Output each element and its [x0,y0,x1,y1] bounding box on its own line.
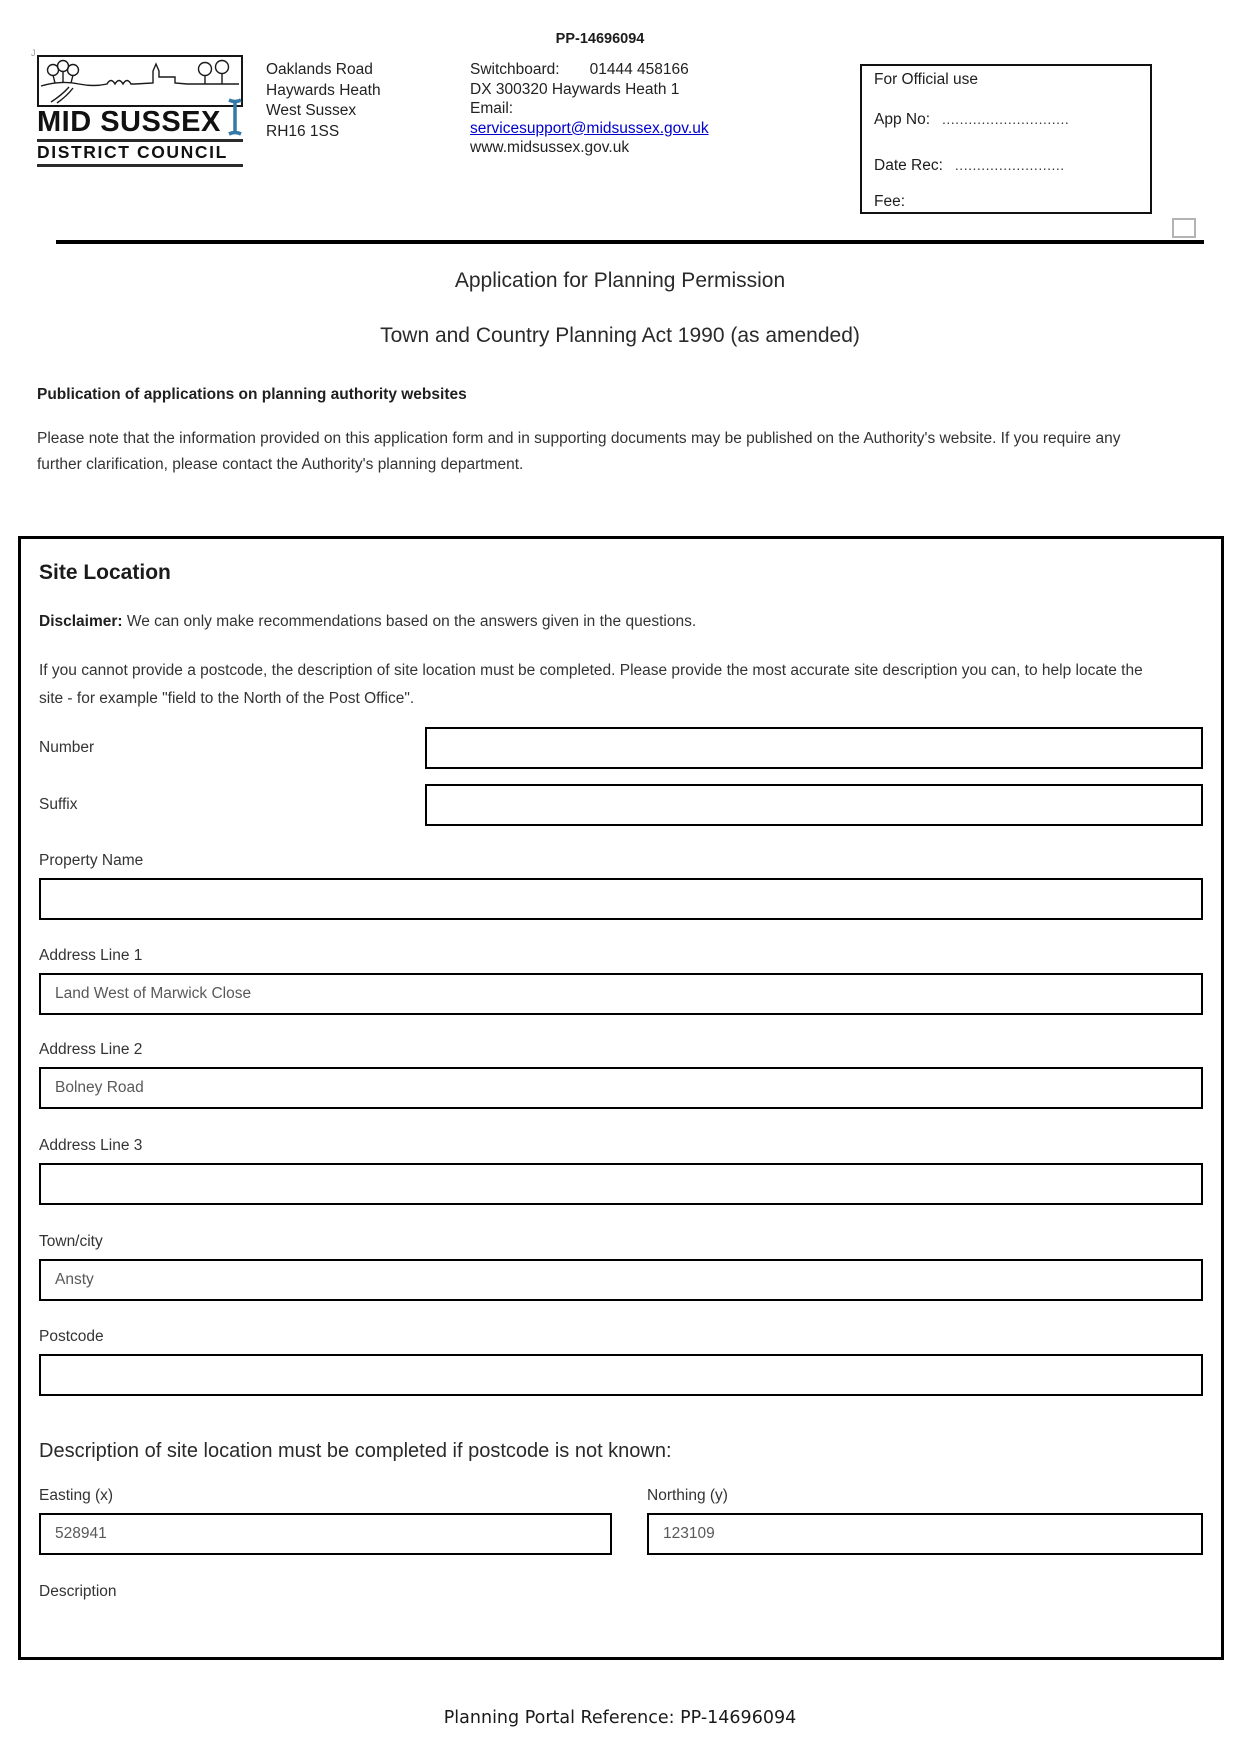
header-divider [56,240,1204,244]
date-rec-label: Date Rec: [874,157,943,174]
official-use-box [860,64,1152,214]
disclaimer-text [39,613,1203,631]
section-heading: Site Location [39,561,171,584]
address-line: Haywards Heath [266,81,381,99]
address-line-2-input[interactable] [39,1067,1203,1109]
easting-group [39,1463,612,1555]
planning-portal-reference-footer: Planning Portal Reference: PP-14696094 [443,1708,797,1728]
website-text: www.midsussex.gov.uk [470,139,630,156]
address-line-2-label: Address Line 2 [39,1041,143,1058]
address-line-1-label: Address Line 1 [39,947,143,964]
app-no-label: App No: [874,111,931,128]
council-logo [37,55,243,167]
logo-subtitle: DISTRICT COUNCIL [37,142,243,167]
switchboard-number: 01444 458166 [589,61,689,78]
northing-label: Northing (y) [647,1487,728,1504]
northing-input[interactable] [647,1513,1203,1555]
app-no-line [874,111,1142,129]
number-label: Number [39,739,95,756]
town-city-input[interactable] [39,1259,1203,1301]
northing-group [647,1463,1203,1555]
postcode-instruction: If you cannot provide a postcode, the description of site location must be completed. Please provide the most accurate site description you can, to help locate the site - for example "field to the North of the Post Office". [39,662,1143,707]
number-input[interactable] [425,727,1203,769]
easting-input[interactable] [39,1513,612,1555]
page-title: Application for Planning Permission [454,269,786,292]
landscape-icon [37,55,243,107]
logo-title: MID SUSSEX [37,107,243,142]
site-location-section [18,536,1224,1660]
address-line: Oaklands Road [266,61,373,78]
app-no-dotted-line: ............................. [942,111,1070,127]
town-city-label: Town/city [39,1233,103,1250]
fee-label: Fee: [874,193,906,210]
property-name-input[interactable] [39,878,1203,920]
description-label: Description [39,1583,117,1600]
disclaimer-body: We can only make recommendations based on the answers given in the questions. [126,613,697,630]
dx-line: DX 300320 Haywards Heath 1 [470,80,680,98]
date-rec-line [874,157,1142,175]
council-contact [470,60,709,158]
suffix-label: Suffix [39,796,78,813]
switchboard-line [470,60,709,80]
empty-checkbox [1172,218,1196,238]
scan-artifact-mark: J [31,48,36,58]
number-field-row [39,727,1203,769]
suffix-input[interactable] [425,784,1203,826]
council-address [266,60,381,142]
address-line-1-input[interactable] [39,973,1203,1015]
address-line: RH16 1SS [266,122,340,140]
suffix-field-row [39,784,1203,826]
easting-label: Easting (x) [39,1487,114,1504]
page-subtitle: Town and Country Planning Act 1990 (as amended) [380,324,860,347]
switchboard-label: Switchboard: [470,61,560,78]
disclaimer-label: Disclaimer: [39,613,123,630]
property-name-label: Property Name [39,852,144,869]
email-label: Email: [470,100,514,117]
postcode-label: Postcode [39,1328,104,1345]
publication-heading: Publication of applications on planning authority websites [37,386,467,403]
official-use-title: For Official use [874,71,978,88]
email-link[interactable]: servicesupport@midsussex.gov.uk [470,119,709,137]
page-header [0,0,1240,245]
publication-note: Please note that the information provided on this application form and in supporting documents may be published on the Authority's website. If you require any further clarification, please contact the Authority's planning department. [37,430,1121,473]
text-cursor-icon [226,97,244,142]
address-line-3-input[interactable] [39,1163,1203,1205]
address-line: West Sussex [266,102,357,119]
address-line-3-label: Address Line 3 [39,1137,143,1154]
postcode-input[interactable] [39,1354,1203,1396]
planning-portal-ref-top: PP-14696094 [555,31,645,47]
coordinates-row [39,1463,1203,1555]
date-rec-dotted-line: ......................... [954,157,1065,173]
description-heading: Description of site location must be completed if postcode is not known: [39,1440,672,1462]
